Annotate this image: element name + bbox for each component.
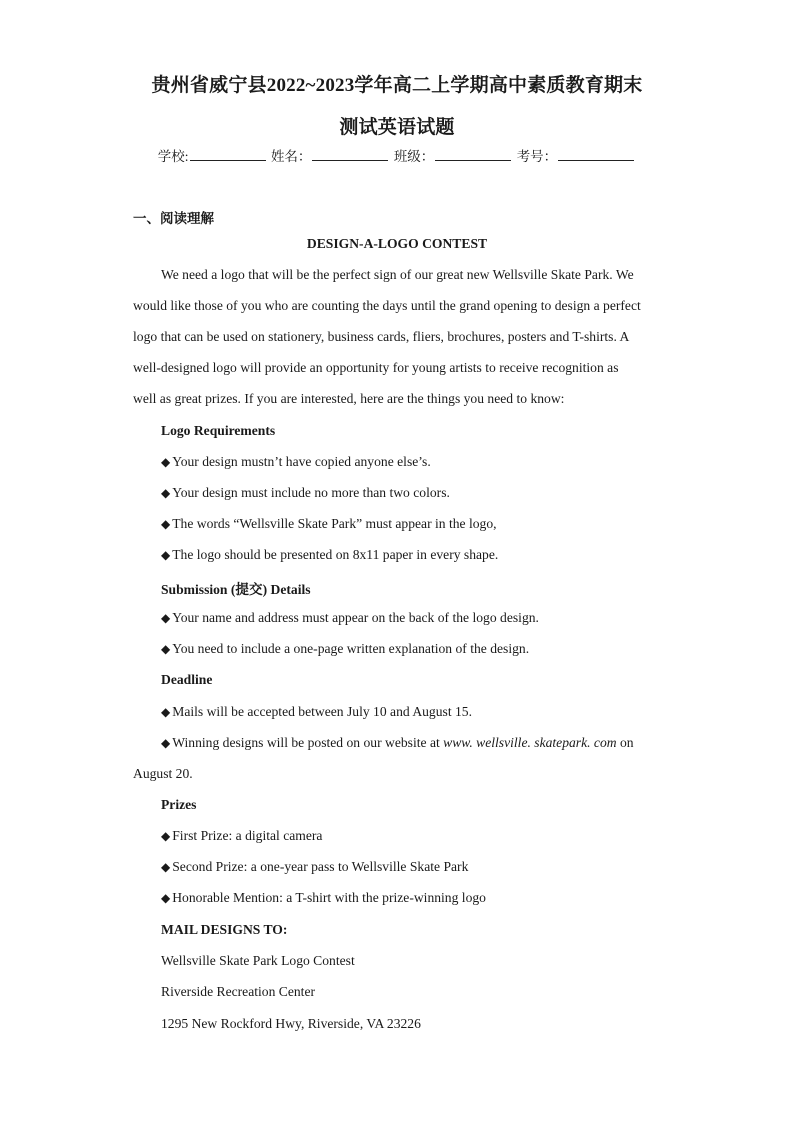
prize-item: ◆ Second Prize: a one-year pass to Wellsville Skate Park <box>161 859 469 874</box>
requirement-item: ◆ The logo should be presented on 8x11 paper in every shape. <box>161 547 499 562</box>
exam-number-blank[interactable] <box>558 148 634 161</box>
intro-line-3: logo that can be used on stationery, business cards, fliers, brochures, posters and T-shirts. A <box>133 329 630 344</box>
exam-title-line-2: 测试英语试题 <box>339 117 455 138</box>
school-label: 学校: <box>157 149 189 164</box>
student-info-row <box>0 145 794 165</box>
diamond-bullet-icon: ◆ <box>161 705 171 719</box>
passage-title: DESIGN-A-LOGO CONTEST <box>306 236 488 251</box>
submission-item: ◆ You need to include a one-page written explanation of the design. <box>161 641 530 656</box>
address-line: 1295 New Rockford Hwy, Riverside, VA 23226 <box>161 1016 421 1031</box>
exam-title-line-1: 贵州省威宁县2022~2023学年高二上学期高中素质教育期末 <box>151 75 643 96</box>
diamond-bullet-icon: ◆ <box>161 860 171 874</box>
diamond-bullet-icon: ◆ <box>161 455 171 469</box>
deadline-item: ◆ Mails will be accepted between July 10 and August 15. <box>161 704 472 719</box>
diamond-bullet-icon: ◆ <box>161 486 171 500</box>
diamond-bullet-icon: ◆ <box>161 517 171 531</box>
exam-number-label: 考号： <box>516 149 558 164</box>
diamond-bullet-icon: ◆ <box>161 611 171 625</box>
deadline-item: ◆ Winning designs will be posted on our website at www. wellsville. skatepark. com on <box>161 735 634 750</box>
school-blank[interactable] <box>190 148 266 161</box>
deadline-continuation: August 20. <box>133 766 193 781</box>
intro-line-2: would like those of you who are counting the days until the grand opening to design a perfect <box>133 298 641 313</box>
diamond-bullet-icon: ◆ <box>161 891 171 905</box>
requirements-heading: Logo Requirements <box>161 423 276 438</box>
intro-line-5: well as great prizes. If you are interested, here are the things you need to know: <box>133 391 565 406</box>
diamond-bullet-icon: ◆ <box>161 829 171 843</box>
name-blank[interactable] <box>312 148 388 161</box>
requirement-item: ◆ The words “Wellsville Skate Park” must appear in the logo, <box>161 516 497 531</box>
class-label: 班级： <box>393 149 435 164</box>
requirement-item: ◆ Your design must include no more than two colors. <box>161 485 450 500</box>
prize-item: ◆ Honorable Mention: a T-shirt with the prize-winning logo <box>161 890 486 905</box>
submission-heading: Submission (提交) Details <box>161 582 311 597</box>
prize-item: ◆ First Prize: a digital camera <box>161 828 323 843</box>
diamond-bullet-icon: ◆ <box>161 548 171 562</box>
name-label: 姓名： <box>270 149 312 164</box>
deadline-heading: Deadline <box>161 672 213 687</box>
mail-heading: MAIL DESIGNS TO: <box>161 922 288 937</box>
intro-line-1: We need a logo that will be the perfect sign of our great new Wellsville Skate Park. We <box>161 267 634 282</box>
prizes-heading: Prizes <box>161 797 197 812</box>
diamond-bullet-icon: ◆ <box>161 642 171 656</box>
class-blank[interactable] <box>435 148 511 161</box>
requirement-item: ◆ Your design mustn’t have copied anyone else’s. <box>161 454 431 469</box>
submission-item: ◆ Your name and address must appear on the back of the logo design. <box>161 610 539 625</box>
website-url: www. wellsville. skatepark. com <box>443 735 617 750</box>
intro-line-4: well-designed logo will provide an opportunity for young artists to receive recognition as <box>133 360 619 375</box>
address-line: Riverside Recreation Center <box>161 984 316 999</box>
address-line: Wellsville Skate Park Logo Contest <box>161 953 355 968</box>
section-heading: 一、阅读理解 <box>133 211 214 226</box>
diamond-bullet-icon: ◆ <box>161 736 171 750</box>
